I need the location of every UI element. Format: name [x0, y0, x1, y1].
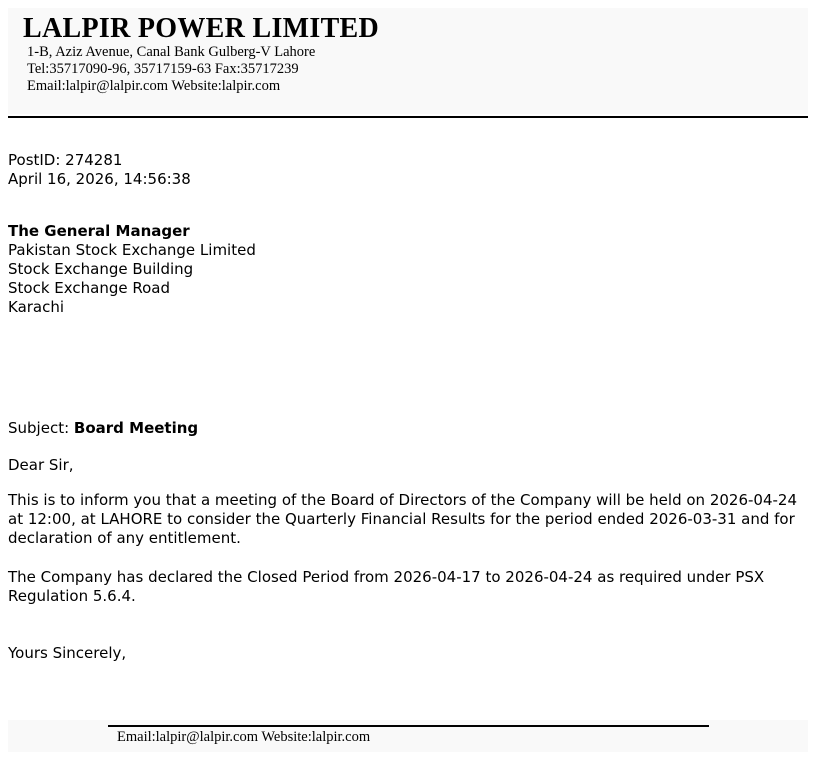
company-phone-fax: Tel:35717090-96, 35717159-63 Fax:35717239	[27, 61, 299, 77]
company-address: 1-B, Aziz Avenue, Canal Bank Gulberg-V Lahore	[27, 44, 316, 60]
addressee-line: Stock Exchange Road	[8, 279, 170, 297]
subject-text: Board Meeting	[73, 419, 199, 437]
addressee-line: Stock Exchange Building	[8, 260, 194, 278]
post-datetime: April 16, 2026, 14:56:38	[8, 170, 191, 188]
footer	[8, 720, 808, 752]
letterhead	[8, 8, 808, 114]
subject-label: Subject:	[8, 419, 70, 437]
footer-contact: Email:lalpir@lalpir.com Website:lalpir.com	[117, 729, 371, 745]
closing: Yours Sincerely,	[8, 644, 127, 662]
body-paragraph-2: The Company has declared the Closed Period from 2026-04-17 to 2026-04-24 as required under PSX Regulation 5.6.4.	[8, 568, 765, 605]
company-contact: Email:lalpir@lalpir.com Website:lalpir.com	[27, 78, 281, 94]
company-name: LALPIR POWER LIMITED	[23, 13, 380, 44]
body-paragraph-1: This is to inform you that a meeting of the Board of Directors of the Company will be held on 2026-04-24 at 12:00, at LAHORE to consider the Quarterly Financial Results for the period ended 2026-03-31 and for declaration of any entitlement.	[8, 491, 797, 547]
addressee-title: The General Manager	[8, 222, 190, 240]
header-divider	[8, 116, 808, 118]
addressee-line: Karachi	[8, 298, 65, 316]
addressee-line: Pakistan Stock Exchange Limited	[8, 241, 256, 259]
footer-divider	[108, 725, 709, 727]
subject-line	[8, 419, 198, 438]
addressee-block	[8, 222, 256, 317]
salutation: Dear Sir,	[8, 456, 74, 474]
post-id: PostID: 274281	[8, 151, 123, 169]
